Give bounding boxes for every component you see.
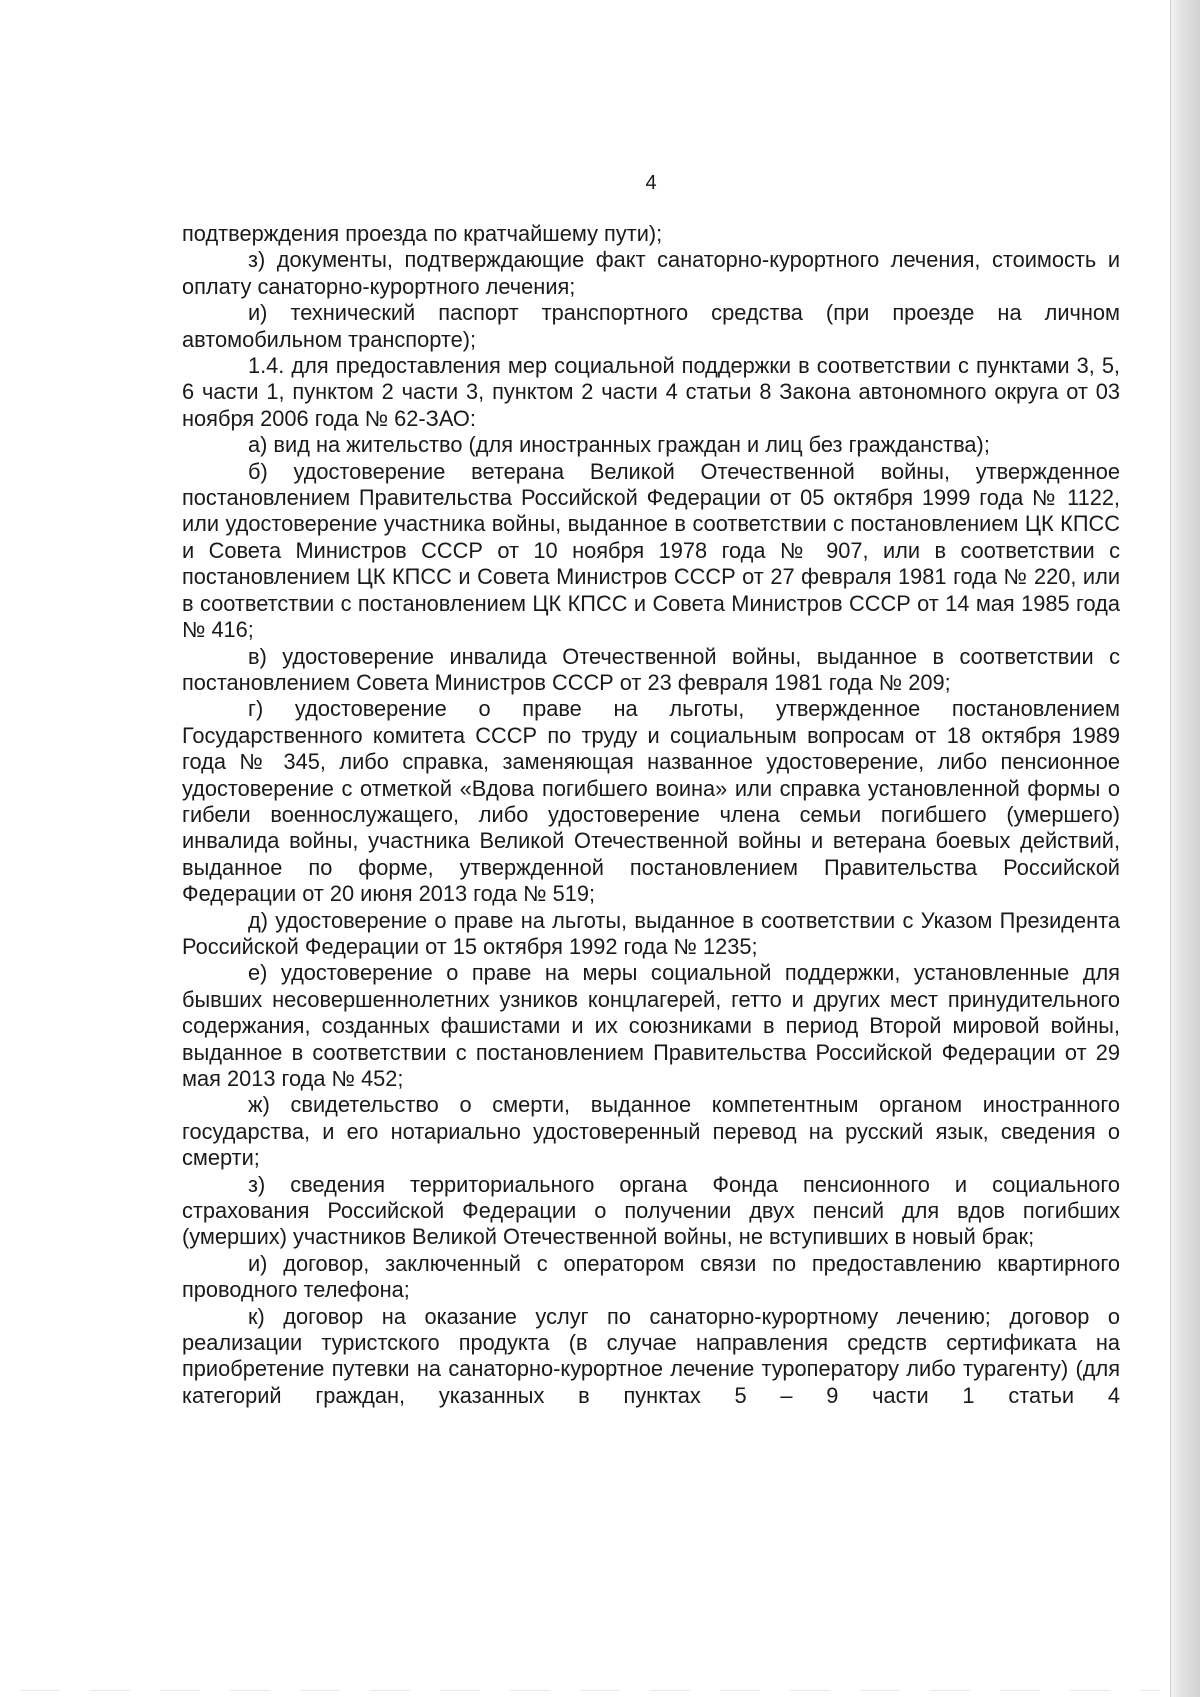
- paragraph-item-k: к) договор на оказание услуг по санаторно-курортному лечению; договор о реализации туристского продукта (в случае направления средств сертификата на приобретение путевки на санаторно-курортное лечение туроператору либо турагенту) (для категорий граждан, указанных в пунктах 5 – 9 части 1 статьи 4: [182, 1303, 1120, 1408]
- page-number: 4: [645, 172, 657, 194]
- paragraph-item-b: б) удостоверение ветерана Великой Отечественной войны, утвержденное постановлением Правительства Российской Федерации от 05 октября 1999 года № 1122, или удостоверение участника войны, выданное в соответствии с постановлением ЦК КПСС и Совета Министров СССР от 10 ноября 1978 года № 907, или в соответствии с постановлением ЦК КПСС и Совета Министров СССР от 27 февраля 1981 года № 220, или в соответствии с постановлением ЦК КПСС и Совета Министров СССР от 14 мая 1985 года № 416;: [182, 458, 1120, 643]
- paragraph-item-v: в) удостоверение инвалида Отечественной войны, выданное в соответствии с постановлением Совета Министров СССР от 23 февраля 1981 года № 209;: [182, 643, 1120, 695]
- paragraph-item-e: е) удостоверение о праве на меры социальной поддержки, установленные для бывших несовершеннолетних узников концлагерей, гетто и других мест принудительного содержания, созданных фашистами и их союзниками в период Второй мировой войны, выданное в соответствии с постановлением Правительства Российской Федерации от 29 мая 2013 года № 452;: [182, 960, 1120, 1091]
- paragraph-section-1-4: 1.4. для предоставления мер социальной поддержки в соответствии с пунктами 3, 5, 6 части 1, пунктом 2 части 3, пунктом 2 части 4 статьи 8 Закона автономного округа от 03 ноября 2006 года № 62-ЗАО:: [182, 353, 1120, 431]
- scan-artifact-line: [20, 1690, 1160, 1691]
- paragraph-item-i2: и) договор, заключенный с оператором связи по предоставлению квартирного проводного телефона;: [182, 1250, 1120, 1303]
- paragraph-item-zh: ж) свидетельство о смерти, выданное компетентным органом иностранного государства, и его нотариально удостоверенный перевод на русский язык, сведения о смерти;: [182, 1092, 1120, 1171]
- paragraph-item-g: г) удостоверение о праве на льготы, утвержденное постановлением Государственного комитета СССР по труду и социальным вопросам от 18 октября 1989 года № 345, либо справка, заменяющая названное удостоверение, либо пенсионное удостоверение с отметкой «Вдова погибшего воина» или справка установленной формы о гибели военнослужащего, либо удостоверение члена семьи погибшего (умершего) инвалида войны, участника Великой Отечественной войны и ветерана боевых действий, выданное по форме, утвержденной постановлением Правительства Российской Федерации от 20 июня 2013 года № 519;: [182, 696, 1120, 907]
- paragraph-continuation: подтверждения проезда по кратчайшему пути);: [182, 221, 663, 246]
- paragraph-item-a: а) вид на жительство (для иностранных граждан и лиц без гражданства);: [248, 432, 990, 458]
- paragraph-item-i: и) технический паспорт транспортного средства (при проезде на личном автомобильном транспорте);: [182, 300, 1120, 352]
- paragraph-item-d: д) удостоверение о праве на льготы, выданное в соответствии с Указом Президента Российской Федерации от 15 октября 1992 года № 1235;: [182, 907, 1120, 959]
- paragraph-item-z2: з) сведения территориального органа Фонда пенсионного и социального страхования Российской Федерации о получении двух пенсий для вдов погибших (умерших) участников Великой Отечественной войны, не вступивших в новый брак;: [182, 1171, 1120, 1250]
- page-edge-line: [1170, 0, 1171, 1697]
- document-body: [182, 221, 1120, 1409]
- page-edge-shadow: [1170, 0, 1200, 1697]
- paragraph-item-z: з) документы, подтверждающие факт санаторно-курортного лечения, стоимость и оплату санаторно-курортного лечения;: [182, 247, 1120, 299]
